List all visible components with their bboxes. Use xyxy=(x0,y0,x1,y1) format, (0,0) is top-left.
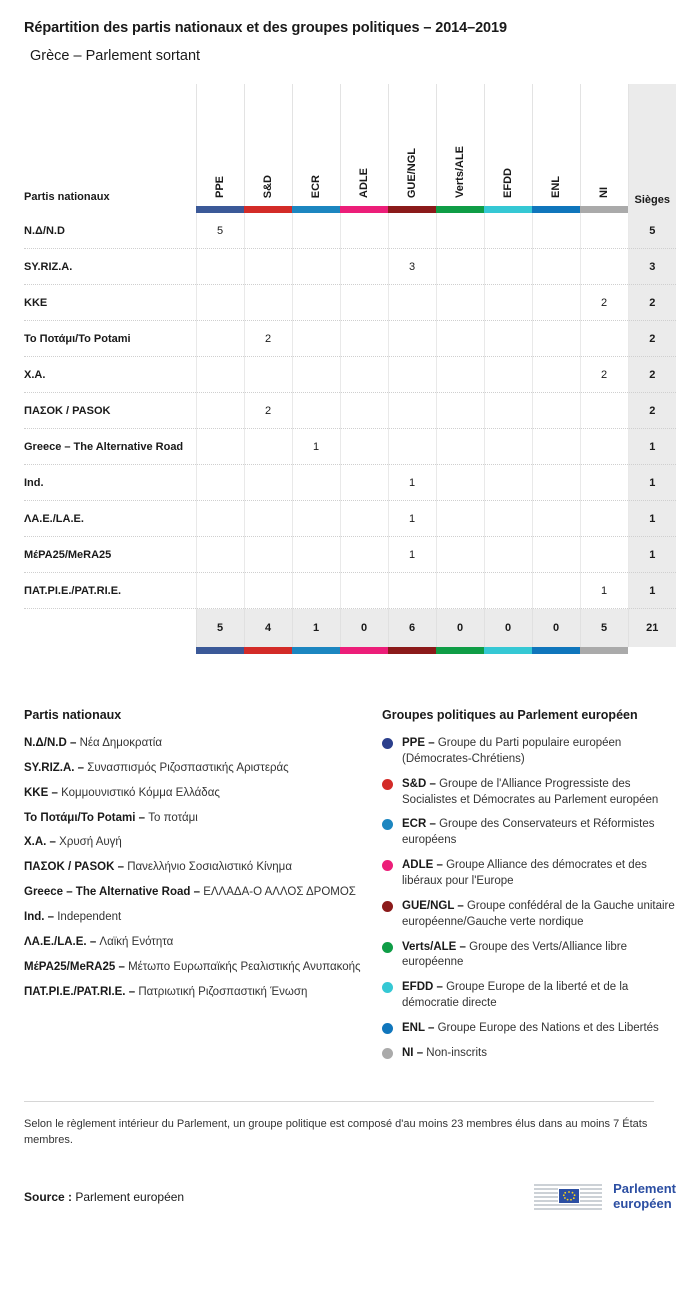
seat-count-cell xyxy=(340,285,388,321)
seat-count-cell xyxy=(436,429,484,465)
bottom-color-bar-s-d xyxy=(244,647,292,654)
legend-group-name: Groupe de l'Alliance Progressiste des Socialistes et Démocrates au Parlement européen xyxy=(402,777,659,806)
seat-count-cell: 1 xyxy=(292,429,340,465)
bottom-strip-total-spacer xyxy=(628,647,676,654)
legend-national-name: Χρυσή Αυγή xyxy=(59,836,122,849)
legend-national-abbr: Ν.Δ/N.D – xyxy=(24,737,77,749)
source-value: Parlement européen xyxy=(75,1189,185,1204)
table-row xyxy=(24,537,676,573)
seat-count-cell xyxy=(340,429,388,465)
row-total-cell: 1 xyxy=(628,501,676,537)
legend-group-abbr: PPE – xyxy=(402,737,435,749)
seat-count-cell xyxy=(292,357,340,393)
seat-count-cell xyxy=(340,321,388,357)
seat-count-cell xyxy=(532,249,580,285)
group-column-header-ni xyxy=(580,84,628,206)
legend-national-item xyxy=(24,885,372,901)
seat-count-cell xyxy=(196,357,244,393)
party-name-cell: Greece – The Alternative Road xyxy=(24,429,196,465)
seat-count-cell xyxy=(484,249,532,285)
seats-table xyxy=(24,84,676,654)
seat-count-cell xyxy=(436,213,484,249)
party-name-cell: Το Ποτάμι/To Potami xyxy=(24,321,196,357)
seat-count-cell xyxy=(532,213,580,249)
group-code-label: NI xyxy=(598,187,610,198)
seat-count-cell xyxy=(580,213,628,249)
group-color-bar-ni xyxy=(580,206,628,213)
legend-color-dot-icon xyxy=(382,860,393,871)
seat-count-cell: 2 xyxy=(580,357,628,393)
source-label: Source : xyxy=(24,1189,73,1204)
seat-count-cell xyxy=(388,285,436,321)
legend-national-abbr: ΛΑ.Ε./LA.E. – xyxy=(24,935,97,948)
legend-national-item xyxy=(24,761,372,777)
group-code-label: ENL xyxy=(550,176,562,198)
seat-count-cell xyxy=(196,429,244,465)
legend-national-item xyxy=(24,910,372,926)
legend-national-name: Λαϊκή Ενότητα xyxy=(99,935,174,948)
footer-note: Selon le règlement intérieur du Parlement, un groupe politique est composé d'au moins 23 membres élus dans au moins 7 États membres. xyxy=(24,1101,654,1149)
legend-group-text xyxy=(402,1021,676,1037)
legend-color-dot-icon xyxy=(382,942,393,953)
party-name-cell: X.A. xyxy=(24,357,196,393)
legend-group-item xyxy=(382,1021,676,1037)
legend-national-item xyxy=(24,985,372,1001)
seat-count-cell: 2 xyxy=(244,321,292,357)
group-color-bar-adle xyxy=(340,206,388,213)
legend-national-abbr: KKE – xyxy=(24,786,58,799)
table-row xyxy=(24,465,676,501)
row-total-cell: 1 xyxy=(628,537,676,573)
page-subtitle: Grèce – Parlement sortant xyxy=(30,48,201,64)
color-strip-spacer xyxy=(24,206,196,213)
seat-count-cell xyxy=(388,573,436,609)
seat-count-cell xyxy=(196,573,244,609)
legend-color-dot-icon xyxy=(382,901,393,912)
seat-count-cell xyxy=(340,249,388,285)
legend-national-abbr: Το Ποτάμι/To Potami – xyxy=(24,811,146,824)
seat-count-cell xyxy=(292,537,340,573)
legend-group-item xyxy=(382,980,676,1012)
seat-count-cell xyxy=(196,501,244,537)
totals-row-label xyxy=(24,609,196,648)
legend-national-item xyxy=(24,786,372,802)
seat-count-cell xyxy=(580,537,628,573)
seat-count-cell xyxy=(436,249,484,285)
legend-group-abbr: GUE/NGL – xyxy=(402,899,464,912)
seat-count-cell xyxy=(532,393,580,429)
seat-count-cell xyxy=(340,573,388,609)
seat-count-cell xyxy=(244,357,292,393)
seat-count-cell xyxy=(388,357,436,393)
group-column-header-verts-ale xyxy=(436,84,484,206)
seat-count-cell xyxy=(580,321,628,357)
group-total-cell: 0 xyxy=(340,609,388,648)
group-column-header-gue-ngl xyxy=(388,84,436,206)
seat-count-cell xyxy=(484,357,532,393)
legend-national-name: Πατριωτική Ριζοσπαστική Ένωση xyxy=(138,985,308,998)
row-total-cell: 2 xyxy=(628,285,676,321)
party-name-cell: Ind. xyxy=(24,465,196,501)
seat-count-cell xyxy=(244,465,292,501)
group-column-header-efdd xyxy=(484,84,532,206)
ep-logo-text xyxy=(613,1182,676,1212)
legend-group-item xyxy=(382,899,676,931)
seat-count-cell xyxy=(292,321,340,357)
group-total-cell: 1 xyxy=(292,609,340,648)
seat-count-cell xyxy=(532,465,580,501)
seat-count-cell xyxy=(196,393,244,429)
seat-count-cell xyxy=(292,393,340,429)
seat-count-cell xyxy=(436,393,484,429)
legend-national-abbr: ΜέΡΑ25/MeRA25 – xyxy=(24,960,125,973)
legend-group-item xyxy=(382,858,676,890)
seat-count-cell xyxy=(340,537,388,573)
group-total-cell: 0 xyxy=(532,609,580,648)
legend-national-name: Μέτωπο Ευρωπαϊκής Ρεαλιστικής Ανυπακοής xyxy=(128,960,361,973)
seat-count-cell: 1 xyxy=(388,537,436,573)
seat-count-cell: 1 xyxy=(388,501,436,537)
row-total-cell: 2 xyxy=(628,393,676,429)
seat-count-cell xyxy=(340,393,388,429)
legend-national-name: ΕΛΛΑΔΑ-Ο ΑΛΛΟΣ ΔΡΟΜΟΣ xyxy=(203,886,356,899)
legend-color-dot-icon xyxy=(382,1023,393,1034)
seat-count-cell xyxy=(244,285,292,321)
seat-count-cell xyxy=(532,501,580,537)
seat-count-cell xyxy=(484,393,532,429)
ep-logo-line1: Parlement xyxy=(613,1180,676,1196)
party-name-cell: ΜέΡΑ25/MeRA25 xyxy=(24,537,196,573)
seat-count-cell: 2 xyxy=(244,393,292,429)
group-color-bar-ppe xyxy=(196,206,244,213)
legend-group-item xyxy=(382,777,676,809)
bottom-strip-spacer xyxy=(24,647,196,654)
bottom-color-strip xyxy=(24,647,676,654)
seat-count-cell: 2 xyxy=(580,285,628,321)
legend-group-abbr: ADLE – xyxy=(402,859,443,872)
group-code-label: PPE xyxy=(214,175,226,198)
legend-group-abbr: NI – xyxy=(402,1046,424,1059)
legend-color-dot-icon xyxy=(382,779,393,790)
table-body xyxy=(24,213,676,609)
legend-national-title: Partis nationaux xyxy=(24,708,122,722)
seat-count-cell: 1 xyxy=(388,465,436,501)
legend-group-text xyxy=(402,980,676,1012)
seat-count-cell xyxy=(484,213,532,249)
party-name-cell: ΛΑ.Ε./LA.E. xyxy=(24,501,196,537)
party-name-cell: ΠΑΤ.ΡΙ.Ε./PAT.RI.E. xyxy=(24,573,196,609)
table-row xyxy=(24,501,676,537)
legend-national-abbr: Ind. – xyxy=(24,911,55,924)
seat-count-cell xyxy=(436,573,484,609)
legend-national-name: Το ποτάμι xyxy=(148,811,198,824)
seat-count-cell xyxy=(436,321,484,357)
legend-groups-list xyxy=(382,736,676,1062)
legend-color-dot-icon xyxy=(382,819,393,830)
legend-national-abbr: ΠΑΤ.ΡΙ.Ε./PAT.RI.E. – xyxy=(24,985,136,998)
seat-count-cell xyxy=(244,537,292,573)
seat-count-cell xyxy=(292,573,340,609)
seat-count-cell xyxy=(580,393,628,429)
row-total-cell: 1 xyxy=(628,573,676,609)
group-code-label: Verts/ALE xyxy=(454,146,466,198)
seat-count-cell xyxy=(292,249,340,285)
party-name-cell: Ν.Δ/N.D xyxy=(24,213,196,249)
seat-count-cell xyxy=(388,393,436,429)
bottom-color-bar-enl xyxy=(532,647,580,654)
legend-group-abbr: EFDD – xyxy=(402,981,443,994)
seat-count-cell xyxy=(196,285,244,321)
group-color-bar-efdd xyxy=(484,206,532,213)
seat-count-cell xyxy=(436,357,484,393)
totals-row xyxy=(24,609,676,648)
legend-national-parties xyxy=(24,708,382,1071)
legend-group-item xyxy=(382,736,676,768)
legend-group-abbr: ECR – xyxy=(402,818,436,831)
legend-national-name: Κομμουνιστικό Κόμμα Ελλάδας xyxy=(61,786,220,799)
bottom-color-bar-adle xyxy=(340,647,388,654)
source-text xyxy=(24,1190,184,1204)
legend-group-name: Groupe des Conservateurs et Réformistes européens xyxy=(402,818,655,847)
seat-count-cell xyxy=(532,573,580,609)
legend-group-name: Groupe confédéral de la Gauche unitaire européenne/Gauche verte nordique xyxy=(402,899,675,928)
group-color-bar-enl xyxy=(532,206,580,213)
table-row xyxy=(24,213,676,249)
table-header xyxy=(24,84,676,213)
seat-count-cell xyxy=(196,249,244,285)
bottom-color-bar-efdd xyxy=(484,647,532,654)
seat-count-cell xyxy=(244,501,292,537)
bottom-color-bar-ecr xyxy=(292,647,340,654)
legend-political-groups xyxy=(382,708,676,1071)
group-color-bar-gue-ngl xyxy=(388,206,436,213)
bottom-color-bar-gue-ngl xyxy=(388,647,436,654)
group-column-header-ppe xyxy=(196,84,244,206)
seat-count-cell xyxy=(484,429,532,465)
seat-count-cell xyxy=(580,501,628,537)
legend-national-item xyxy=(24,811,372,827)
page-title: Répartition des partis nationaux et des groupes politiques – 2014–2019 xyxy=(24,20,507,36)
group-total-cell: 5 xyxy=(196,609,244,648)
legend-group-item xyxy=(382,817,676,849)
legend xyxy=(24,708,676,1071)
legend-group-text xyxy=(402,817,676,849)
legend-group-name: Groupe Alliance des démocrates et des libéraux pour l'Europe xyxy=(402,859,647,888)
legend-group-abbr: Verts/ALE – xyxy=(402,940,466,953)
row-total-cell: 1 xyxy=(628,429,676,465)
grand-total-cell: 21 xyxy=(628,609,676,648)
group-code-label: ECR xyxy=(310,174,322,198)
legend-color-dot-icon xyxy=(382,982,393,993)
seat-count-cell xyxy=(244,213,292,249)
seat-count-cell xyxy=(196,321,244,357)
seat-count-cell xyxy=(244,429,292,465)
seat-count-cell xyxy=(436,537,484,573)
legend-national-abbr: SY.RIZ.A. – xyxy=(24,761,85,774)
legend-national-item xyxy=(24,960,372,976)
seat-count-cell xyxy=(484,537,532,573)
group-column-header-s-d xyxy=(244,84,292,206)
seat-count-cell xyxy=(388,321,436,357)
seat-count-cell xyxy=(484,573,532,609)
legend-group-name: Non-inscrits xyxy=(426,1046,488,1059)
seat-count-cell xyxy=(388,213,436,249)
seat-count-cell xyxy=(532,357,580,393)
bottom-color-bar-ppe xyxy=(196,647,244,654)
seat-count-cell xyxy=(580,465,628,501)
row-total-cell: 2 xyxy=(628,357,676,393)
group-column-header-adle xyxy=(340,84,388,206)
legend-national-abbr: ΠΑΣΟΚ / PASOK – xyxy=(24,861,124,874)
legend-national-name: Νέα Δημοκρατία xyxy=(79,737,162,749)
legend-groups-title: Groupes politiques au Parlement européen xyxy=(382,708,638,722)
bottom-color-bar-ni xyxy=(580,647,628,654)
row-total-cell: 3 xyxy=(628,249,676,285)
seats-color-spacer xyxy=(628,206,676,213)
european-parliament-logo xyxy=(532,1179,676,1215)
party-name-cell: ΠΑΣΟΚ / PASOK xyxy=(24,393,196,429)
legend-group-text xyxy=(402,858,676,890)
seat-count-cell xyxy=(292,285,340,321)
group-color-strip xyxy=(24,206,676,213)
seat-count-cell xyxy=(388,429,436,465)
seat-count-cell xyxy=(532,321,580,357)
legend-color-dot-icon xyxy=(382,1048,393,1059)
legend-group-item xyxy=(382,940,676,972)
table-row xyxy=(24,357,676,393)
legend-group-item xyxy=(382,1046,676,1062)
table-header-row xyxy=(24,84,676,206)
party-name-cell: KKE xyxy=(24,285,196,321)
legend-group-text xyxy=(402,736,676,768)
legend-group-name: Groupe des Verts/Alliance libre européenne xyxy=(402,940,628,969)
group-code-label: S&D xyxy=(262,174,274,198)
seat-count-cell xyxy=(196,537,244,573)
seat-count-cell xyxy=(484,285,532,321)
seats-table-container xyxy=(24,84,676,654)
group-code-label: GUE/NGL xyxy=(406,147,418,198)
row-total-cell: 2 xyxy=(628,321,676,357)
source-row xyxy=(24,1179,676,1215)
seat-count-cell xyxy=(292,465,340,501)
party-column-header: Partis nationaux xyxy=(24,190,110,203)
legend-group-name: Groupe du Parti populaire européen (Démocrates-Chrétiens) xyxy=(402,737,622,765)
legend-national-item xyxy=(24,935,372,951)
table-row xyxy=(24,573,676,609)
legend-national-item xyxy=(24,835,372,851)
group-color-bar-s-d xyxy=(244,206,292,213)
bottom-color-bar-verts-ale xyxy=(436,647,484,654)
group-code-label: ADLE xyxy=(358,168,370,198)
seat-count-cell xyxy=(532,537,580,573)
group-color-bar-verts-ale xyxy=(436,206,484,213)
table-footer xyxy=(24,609,676,655)
table-row xyxy=(24,321,676,357)
group-column-header-enl xyxy=(532,84,580,206)
seat-count-cell xyxy=(484,501,532,537)
legend-group-abbr: ENL – xyxy=(402,1022,435,1035)
seat-count-cell xyxy=(292,501,340,537)
legend-national-name: Συνασπισμός Ριζοσπαστικής Αριστεράς xyxy=(87,761,289,774)
legend-group-abbr: S&D – xyxy=(402,777,436,790)
legend-color-dot-icon xyxy=(382,738,393,749)
legend-group-name: Groupe Europe de la liberté et de la démocratie directe xyxy=(402,981,629,1010)
legend-national-item xyxy=(24,736,372,752)
row-total-cell: 5 xyxy=(628,213,676,249)
seat-count-cell: 3 xyxy=(388,249,436,285)
group-total-cell: 5 xyxy=(580,609,628,648)
legend-group-text xyxy=(402,899,676,931)
seat-count-cell xyxy=(340,357,388,393)
seat-count-cell xyxy=(340,501,388,537)
legend-group-name: Groupe Europe des Nations et des Libertés xyxy=(437,1022,659,1035)
seat-count-cell xyxy=(244,573,292,609)
ep-flag-icon xyxy=(532,1179,604,1215)
seat-count-cell xyxy=(436,285,484,321)
group-total-cell: 6 xyxy=(388,609,436,648)
table-row xyxy=(24,285,676,321)
seat-count-cell xyxy=(436,501,484,537)
seat-count-cell: 1 xyxy=(580,573,628,609)
group-total-cell: 4 xyxy=(244,609,292,648)
legend-national-name: Πανελλήνιο Σοσιαλιστικό Κίνημα xyxy=(127,861,292,874)
legend-national-abbr: Greece – The Alternative Road – xyxy=(24,886,200,899)
party-name-cell: SY.RIZ.A. xyxy=(24,249,196,285)
seat-count-cell xyxy=(436,465,484,501)
group-column-header-ecr xyxy=(292,84,340,206)
seat-count-cell xyxy=(484,465,532,501)
group-code-label: EFDD xyxy=(502,168,514,198)
seat-count-cell xyxy=(580,429,628,465)
group-color-bar-ecr xyxy=(292,206,340,213)
group-total-cell: 0 xyxy=(484,609,532,648)
seat-count-cell xyxy=(484,321,532,357)
ep-logo-line2: européen xyxy=(613,1195,672,1211)
legend-national-list xyxy=(24,736,372,1000)
legend-group-text xyxy=(402,777,676,809)
seat-count-cell xyxy=(244,249,292,285)
table-row xyxy=(24,249,676,285)
legend-group-text xyxy=(402,940,676,972)
seat-count-cell xyxy=(340,465,388,501)
seat-count-cell xyxy=(532,429,580,465)
seat-count-cell xyxy=(196,465,244,501)
table-row xyxy=(24,393,676,429)
seat-count-cell: 5 xyxy=(196,213,244,249)
seats-column-header: Sièges xyxy=(628,84,676,206)
legend-national-abbr: X.A. – xyxy=(24,836,56,849)
table-row xyxy=(24,429,676,465)
seat-count-cell xyxy=(292,213,340,249)
seat-count-cell xyxy=(340,213,388,249)
row-total-cell: 1 xyxy=(628,465,676,501)
legend-group-text xyxy=(402,1046,676,1062)
legend-national-name: Independent xyxy=(57,911,122,924)
seat-count-cell xyxy=(580,249,628,285)
legend-national-item xyxy=(24,860,372,876)
group-total-cell: 0 xyxy=(436,609,484,648)
seat-count-cell xyxy=(532,285,580,321)
